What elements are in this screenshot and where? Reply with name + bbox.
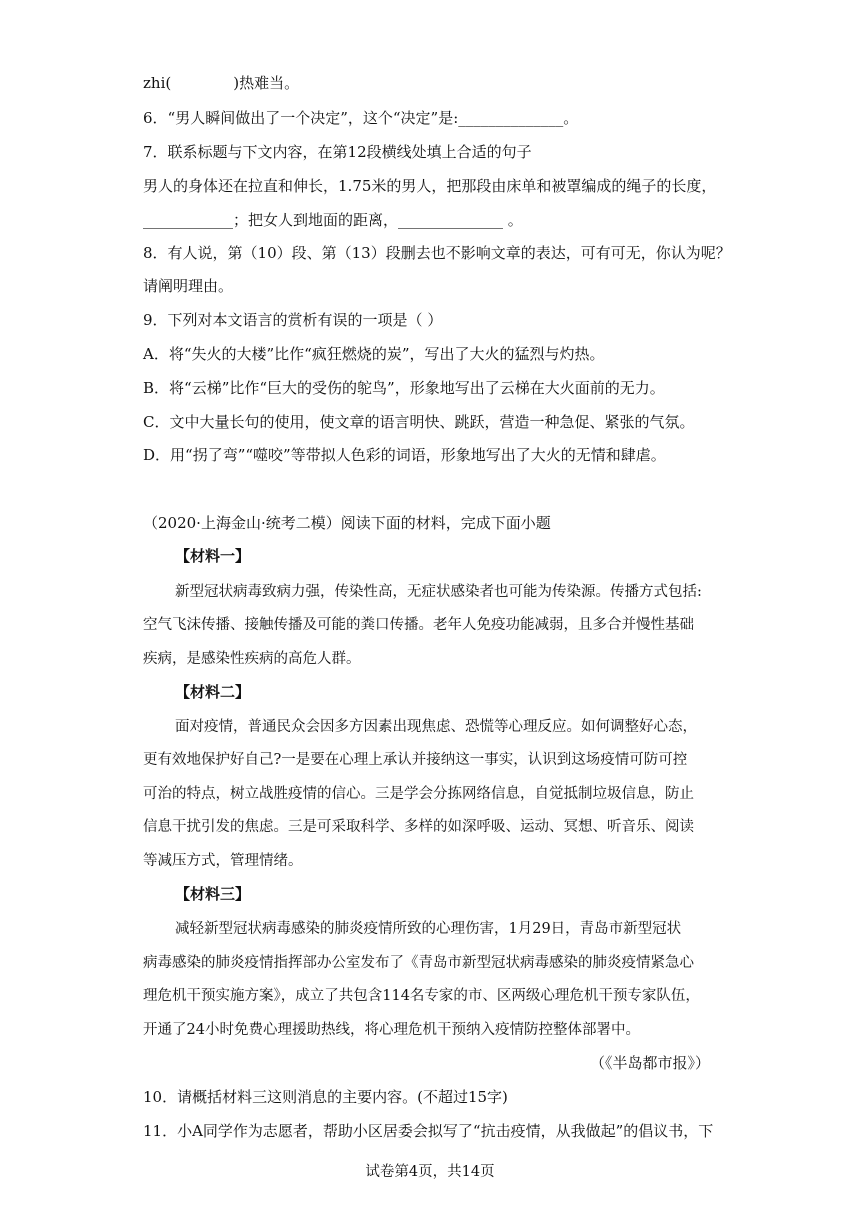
question-9-option-b: B．将“云梯”比作“巨大的受伤的鸵鸟”，形象地写出了云梯在大火面前的无力。 [143,379,665,397]
question-6: 6．“男人瞬间做出了一个决定”，这个“决定”是:______________。 [143,109,579,127]
material-3-source: （《半岛都市报》） [589,1054,710,1072]
question-7-line-2: ____________；把女人到地面的距离，______________ 。 [143,211,523,229]
material-2-heading: 【材料二】 [175,683,251,701]
material-3-line: 理危机干预实施方案》，成立了共包含114名专家的市、区两级心理危机干预专家队伍， [143,988,700,1004]
question-11: 11．小A同学作为志愿者，帮助小区居委会拟写了“抗击疫情，从我做起”的倡议书，下 [143,1122,714,1140]
question-7-line-1: 男人的身体还在拉直和伸长，1.75米的男人，把那段由床单和被罩编成的绳子的长度， [143,177,717,195]
material-3-line: 开通了24小时免费心理援助热线，将心理危机干预纳入疫情防控整体部署中。 [143,1022,640,1038]
q5-suffix: )热难当。 [233,74,300,92]
section-intro: （2020·上海金山·统考二模）阅读下面的材料，完成下面小题 [143,514,551,532]
material-1-line: 新型冠状病毒致病力强，传染性高，无症状感染者也可能为传染源。传播方式包括: [175,584,702,600]
material-3-heading: 【材料三】 [175,885,251,903]
question-7-prompt: 7．联系标题与下文内容，在第12段横线处填上合适的句子 [143,143,532,161]
question-9-option-d: D．用“拐了弯”“噬咬”等带拟人色彩的词语，形象地写出了大火的无情和肆虐。 [143,446,666,464]
question-10: 10．请概括材料三这则消息的主要内容。(不超过15字) [143,1088,508,1106]
material-2-line: 可治的特点，树立战胜疫情的信心。三是学会分拣网络信息，自觉抵制垃圾信息，防止 [143,786,694,802]
material-2-line: 等减压方式，管理情绪。 [143,853,303,869]
material-2-line: 信息干扰引发的焦虑。三是可采取科学、多样的如深呼吸、运动、冥想、听音乐、阅读 [143,819,694,835]
material-1-line: 疾病，是感染性疾病的高危人群。 [143,651,361,667]
material-1-line: 空气飞沫传播、接触传播及可能的粪口传播。老年人免疫功能减弱，且多合并慢性基础 [143,617,694,633]
question-9-option-a: A．将“失火的大楼”比作“疯狂燃烧的炭”，写出了大火的猛烈与灼热。 [143,345,605,363]
material-1-heading: 【材料一】 [175,547,251,565]
material-3-line: 减轻新型冠状病毒感染的肺炎疫情所致的心理伤害，1月29日，青岛市新型冠状 [175,921,682,937]
page-footer: 试卷第4页，共14页 [365,1164,495,1180]
question-8-line-1: 8．有人说，第（10）段、第（13）段删去也不影响文章的表达，可有可无，你认为呢？ [143,244,731,262]
material-2-line: 更有效地保护好自己?一是要在心理上承认并接纳这一事实，认识到这场疫情可防可控 [143,752,688,768]
material-3-line: 病毒感染的肺炎疫情指挥部办公室发布了《青岛市新型冠状病毒感染的肺炎疫情紧急心 [143,955,694,971]
question-9-option-c: C．文中大量长句的使用，使文章的语言明快、跳跃，营造一种急促、紧张的气氛。 [143,413,695,431]
q5-answer-line [143,73,299,93]
q5-prefix: zhi( [143,74,172,92]
question-8-line-2: 请阐明理由。 [143,277,234,295]
question-9-prompt: 9．下列对本文语言的赏析有误的一项是（ ） [143,311,443,329]
material-2-line: 面对疫情，普通民众会因多方因素出现焦虑、恐慌等心理反应。如何调整好心态， [175,719,697,735]
